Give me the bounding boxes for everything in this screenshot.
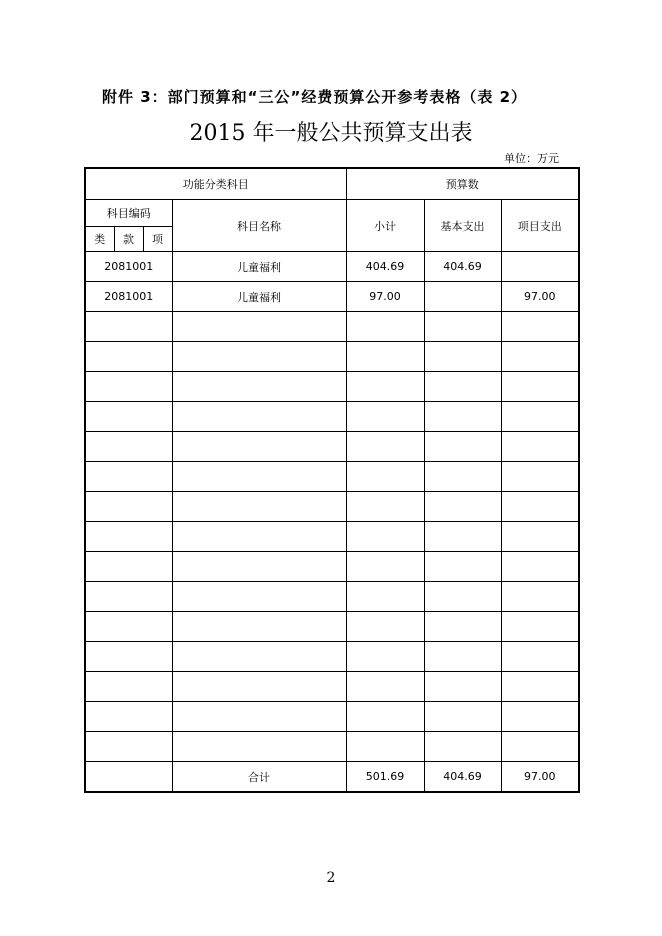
total-code-cell bbox=[85, 762, 172, 793]
basic-expense-header: 基本支出 bbox=[424, 200, 501, 252]
budget-amount-header: 预算数 bbox=[346, 168, 579, 200]
basic-cell bbox=[424, 312, 501, 342]
code-cell bbox=[85, 582, 172, 612]
table-row bbox=[85, 402, 579, 432]
name-cell: 儿童福利 bbox=[172, 282, 346, 312]
name-cell bbox=[172, 522, 346, 552]
table-row bbox=[85, 522, 579, 552]
code-cell bbox=[85, 672, 172, 702]
code-header: 科目编码 bbox=[85, 200, 172, 227]
table-row bbox=[85, 702, 579, 732]
code-cell bbox=[85, 612, 172, 642]
table-row bbox=[85, 672, 579, 702]
basic-cell bbox=[424, 402, 501, 432]
basic-cell bbox=[424, 702, 501, 732]
project-cell bbox=[501, 342, 579, 372]
subtotal-cell bbox=[346, 432, 424, 462]
table-row bbox=[85, 732, 579, 762]
name-cell bbox=[172, 732, 346, 762]
name-cell bbox=[172, 402, 346, 432]
project-cell bbox=[501, 522, 579, 552]
code-cell bbox=[85, 492, 172, 522]
subtotal-cell bbox=[346, 342, 424, 372]
basic-cell bbox=[424, 492, 501, 522]
project-cell bbox=[501, 582, 579, 612]
table-row bbox=[85, 372, 579, 402]
project-cell bbox=[501, 252, 579, 282]
basic-cell bbox=[424, 432, 501, 462]
basic-cell bbox=[424, 672, 501, 702]
subtotal-cell bbox=[346, 492, 424, 522]
basic-cell bbox=[424, 522, 501, 552]
subtotal-cell bbox=[346, 402, 424, 432]
name-cell bbox=[172, 312, 346, 342]
subtotal-header: 小计 bbox=[346, 200, 424, 252]
subtotal-cell bbox=[346, 522, 424, 552]
table-title: 2015 年一般公共预算支出表 bbox=[189, 121, 473, 146]
table-row bbox=[85, 612, 579, 642]
name-cell bbox=[172, 552, 346, 582]
table-row bbox=[85, 432, 579, 462]
table-row bbox=[85, 252, 579, 282]
name-cell bbox=[172, 462, 346, 492]
code-cell bbox=[85, 462, 172, 492]
project-expense-header: 项目支出 bbox=[501, 200, 579, 252]
table-row bbox=[85, 282, 579, 312]
total-basic: 404.69 bbox=[424, 762, 501, 793]
code-cell bbox=[85, 732, 172, 762]
subtotal-cell bbox=[346, 732, 424, 762]
project-cell bbox=[501, 462, 579, 492]
total-label: 合计 bbox=[172, 762, 346, 793]
subtotal-cell bbox=[346, 462, 424, 492]
name-cell bbox=[172, 342, 346, 372]
func-class-header: 功能分类科目 bbox=[85, 168, 346, 200]
name-cell bbox=[172, 372, 346, 402]
name-cell bbox=[172, 672, 346, 702]
code-cell bbox=[85, 522, 172, 552]
basic-cell bbox=[424, 612, 501, 642]
subtotal-cell bbox=[346, 702, 424, 732]
name-cell bbox=[172, 702, 346, 732]
code-cell bbox=[85, 642, 172, 672]
basic-cell bbox=[424, 342, 501, 372]
project-cell bbox=[501, 552, 579, 582]
total-project: 97.00 bbox=[501, 762, 579, 793]
project-cell bbox=[501, 642, 579, 672]
project-cell bbox=[501, 312, 579, 342]
subtotal-cell bbox=[346, 312, 424, 342]
basic-cell bbox=[424, 552, 501, 582]
project-cell bbox=[501, 402, 579, 432]
name-header: 科目名称 bbox=[172, 200, 346, 252]
page-number: 2 bbox=[326, 870, 336, 886]
code-cell bbox=[85, 402, 172, 432]
name-cell bbox=[172, 492, 346, 522]
basic-cell bbox=[424, 372, 501, 402]
project-cell bbox=[501, 432, 579, 462]
basic-cell bbox=[424, 462, 501, 492]
attachment-heading: 附件 3：部门预算和“三公”经费预算公开参考表格（表 2） bbox=[102, 88, 528, 106]
name-cell bbox=[172, 432, 346, 462]
code-cell: 2081001 bbox=[85, 282, 172, 312]
total-subtotal: 501.69 bbox=[346, 762, 424, 793]
code-cell bbox=[85, 312, 172, 342]
budget-table bbox=[84, 167, 580, 793]
table-row bbox=[85, 582, 579, 612]
project-cell bbox=[501, 672, 579, 702]
project-cell bbox=[501, 372, 579, 402]
subtotal-cell bbox=[346, 582, 424, 612]
code-xiang-header: 项 bbox=[143, 227, 172, 252]
name-cell bbox=[172, 612, 346, 642]
header-row-group bbox=[85, 168, 579, 200]
table-row bbox=[85, 462, 579, 492]
project-cell bbox=[501, 612, 579, 642]
project-cell: 97.00 bbox=[501, 282, 579, 312]
basic-cell bbox=[424, 642, 501, 672]
name-cell bbox=[172, 582, 346, 612]
basic-cell bbox=[424, 582, 501, 612]
basic-cell bbox=[424, 282, 501, 312]
name-cell bbox=[172, 642, 346, 672]
table-row bbox=[85, 342, 579, 372]
table-row bbox=[85, 312, 579, 342]
basic-cell bbox=[424, 732, 501, 762]
code-kuan-header: 款 bbox=[114, 227, 143, 252]
total-row bbox=[85, 762, 579, 793]
header-row-sub bbox=[85, 200, 579, 227]
subtotal-cell bbox=[346, 672, 424, 702]
code-cell bbox=[85, 552, 172, 582]
unit-label: 单位：万元 bbox=[504, 152, 559, 165]
table-row bbox=[85, 552, 579, 582]
table-row bbox=[85, 492, 579, 522]
project-cell bbox=[501, 702, 579, 732]
code-cell bbox=[85, 372, 172, 402]
code-cell bbox=[85, 702, 172, 732]
basic-cell: 404.69 bbox=[424, 252, 501, 282]
code-cell bbox=[85, 342, 172, 372]
code-lei-header: 类 bbox=[85, 227, 114, 252]
name-cell: 儿童福利 bbox=[172, 252, 346, 282]
subtotal-cell: 404.69 bbox=[346, 252, 424, 282]
subtotal-cell: 97.00 bbox=[346, 282, 424, 312]
project-cell bbox=[501, 732, 579, 762]
subtotal-cell bbox=[346, 372, 424, 402]
subtotal-cell bbox=[346, 552, 424, 582]
table-row bbox=[85, 642, 579, 672]
subtotal-cell bbox=[346, 642, 424, 672]
project-cell bbox=[501, 492, 579, 522]
code-cell: 2081001 bbox=[85, 252, 172, 282]
code-cell bbox=[85, 432, 172, 462]
subtotal-cell bbox=[346, 612, 424, 642]
